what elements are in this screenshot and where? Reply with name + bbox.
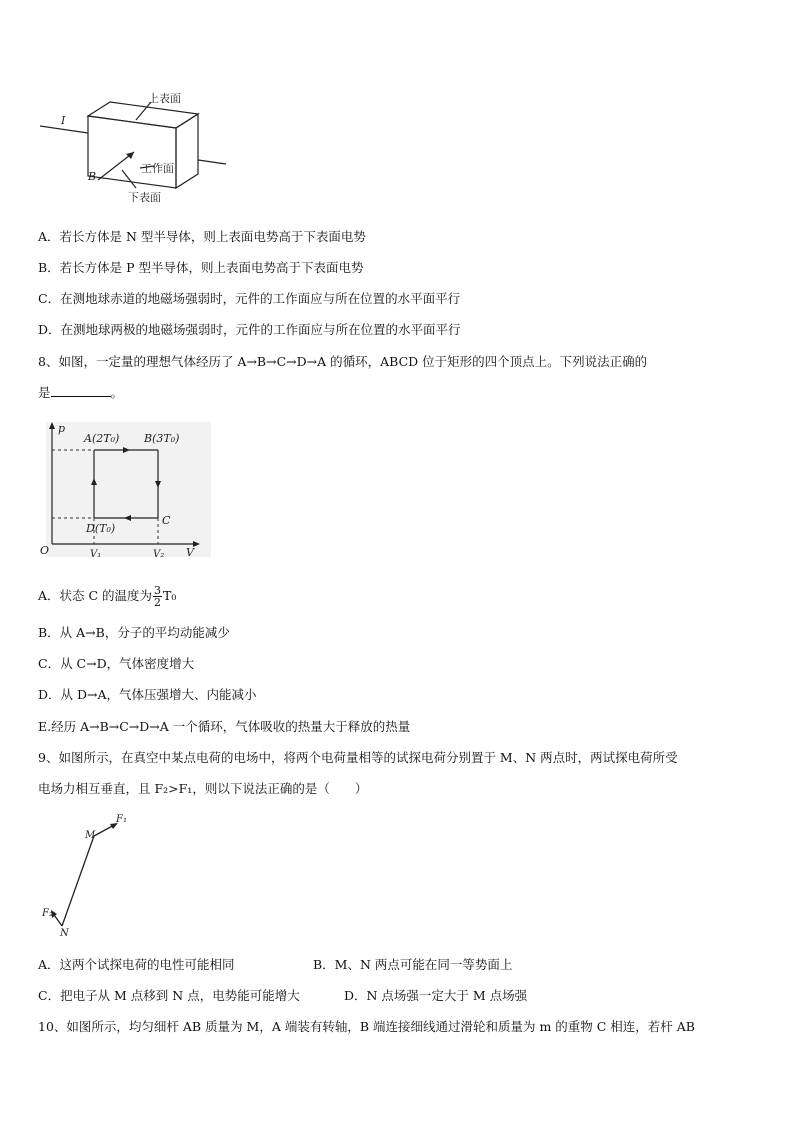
point-b-label: B(3T₀) (144, 432, 180, 445)
q8-stem-line2 (38, 385, 123, 401)
q7-option-a: A．若长方体是 N 型半导体，则上表面电势高于下表面电势 (38, 229, 366, 244)
answer-blank (51, 385, 111, 397)
q8-option-d: D．从 D→A，气体压强增大、内能减小 (38, 687, 257, 702)
q8-stem: 8、如图，一定量的理想气体经历了 A→B→C→D→A 的循环，ABCD 位于矩形的四个顶点上。下列说法正确的 (38, 354, 648, 369)
point-d-label: D(T₀) (86, 522, 116, 535)
q9-stem: 9、如图所示，在真空中某点电荷的电场中，将两个电荷量相等的试探电荷分别置于 M、N 两点时，两试探电荷所受 (38, 750, 678, 765)
point-a-label: A(2T₀) (84, 432, 120, 445)
q10-stem: 10、如图所示，均匀细杆 AB 质量为 M，A 端装有转轴，B 端连接细线通过滑轮和质量为 m 的重物 C 相连，若杆 AB (38, 1019, 695, 1034)
q8-option-a (38, 584, 176, 608)
label-b-field: B (88, 170, 97, 183)
q8-option-a-prefix: A．状态 C 的温度为 (38, 588, 153, 603)
q9-option-a: A．这两个试探电荷的电性可能相同 (38, 957, 235, 972)
force-diagram (36, 810, 146, 940)
axis-label-v: V (186, 546, 194, 559)
q9-option-d: D．N 点场强一定大于 M 点场强 (344, 988, 528, 1003)
point-c-label: C (162, 514, 171, 527)
q8-option-e: E.经历 A→B→C→D→A 一个循环，气体吸收的热量大于释放的热量 (38, 719, 411, 734)
label-top-surface: 上表面 (148, 92, 181, 105)
fraction-numerator: 3 (154, 584, 162, 597)
point-n-label: N (60, 928, 69, 939)
q9-option-b: B．M、N 两点可能在同一等势面上 (313, 957, 513, 972)
fraction-three-halves (153, 585, 162, 608)
label-bottom-surface: 下表面 (128, 191, 161, 204)
q9-option-c: C．把电子从 M 点移到 N 点，电势能可能增大 (38, 988, 300, 1003)
q8-stem-prefix: 是 (38, 385, 51, 400)
origin-label: O (40, 544, 50, 557)
fraction-denominator: 2 (154, 596, 162, 609)
point-m-label: M (85, 830, 96, 841)
q8-option-b: B．从 A→B，分子的平均动能减少 (38, 625, 230, 640)
axis-label-p: p (58, 422, 66, 435)
label-current: I (61, 114, 66, 127)
q8-stem-suffix: 。 (110, 385, 124, 400)
tick-v2-label: V₂ (153, 549, 165, 560)
tick-v1-label: V₁ (90, 549, 102, 560)
q9-stem-line2: 电场力相互垂直，且 F₂>F₁，则以下说法正确的是（ ） (38, 781, 368, 796)
q7-option-c: C．在测地球赤道的地磁场强弱时，元件的工作面应与所在位置的水平面平行 (38, 291, 461, 306)
hall-element-figure (36, 88, 236, 213)
label-work-surface: 工作面 (141, 162, 174, 175)
force-f1-label: F₁ (116, 814, 127, 825)
q8-option-a-suffix: T₀ (163, 588, 177, 603)
q7-option-b: B．若长方体是 P 型半导体，则上表面电势高于下表面电势 (38, 260, 364, 275)
q7-option-d: D．在测地球两极的地磁场强弱时，元件的工作面应与所在位置的水平面平行 (38, 322, 461, 337)
pv-diagram (36, 420, 216, 565)
q8-option-c: C．从 C→D，气体密度增大 (38, 656, 195, 671)
force-f2-label: F₂ (42, 908, 53, 919)
